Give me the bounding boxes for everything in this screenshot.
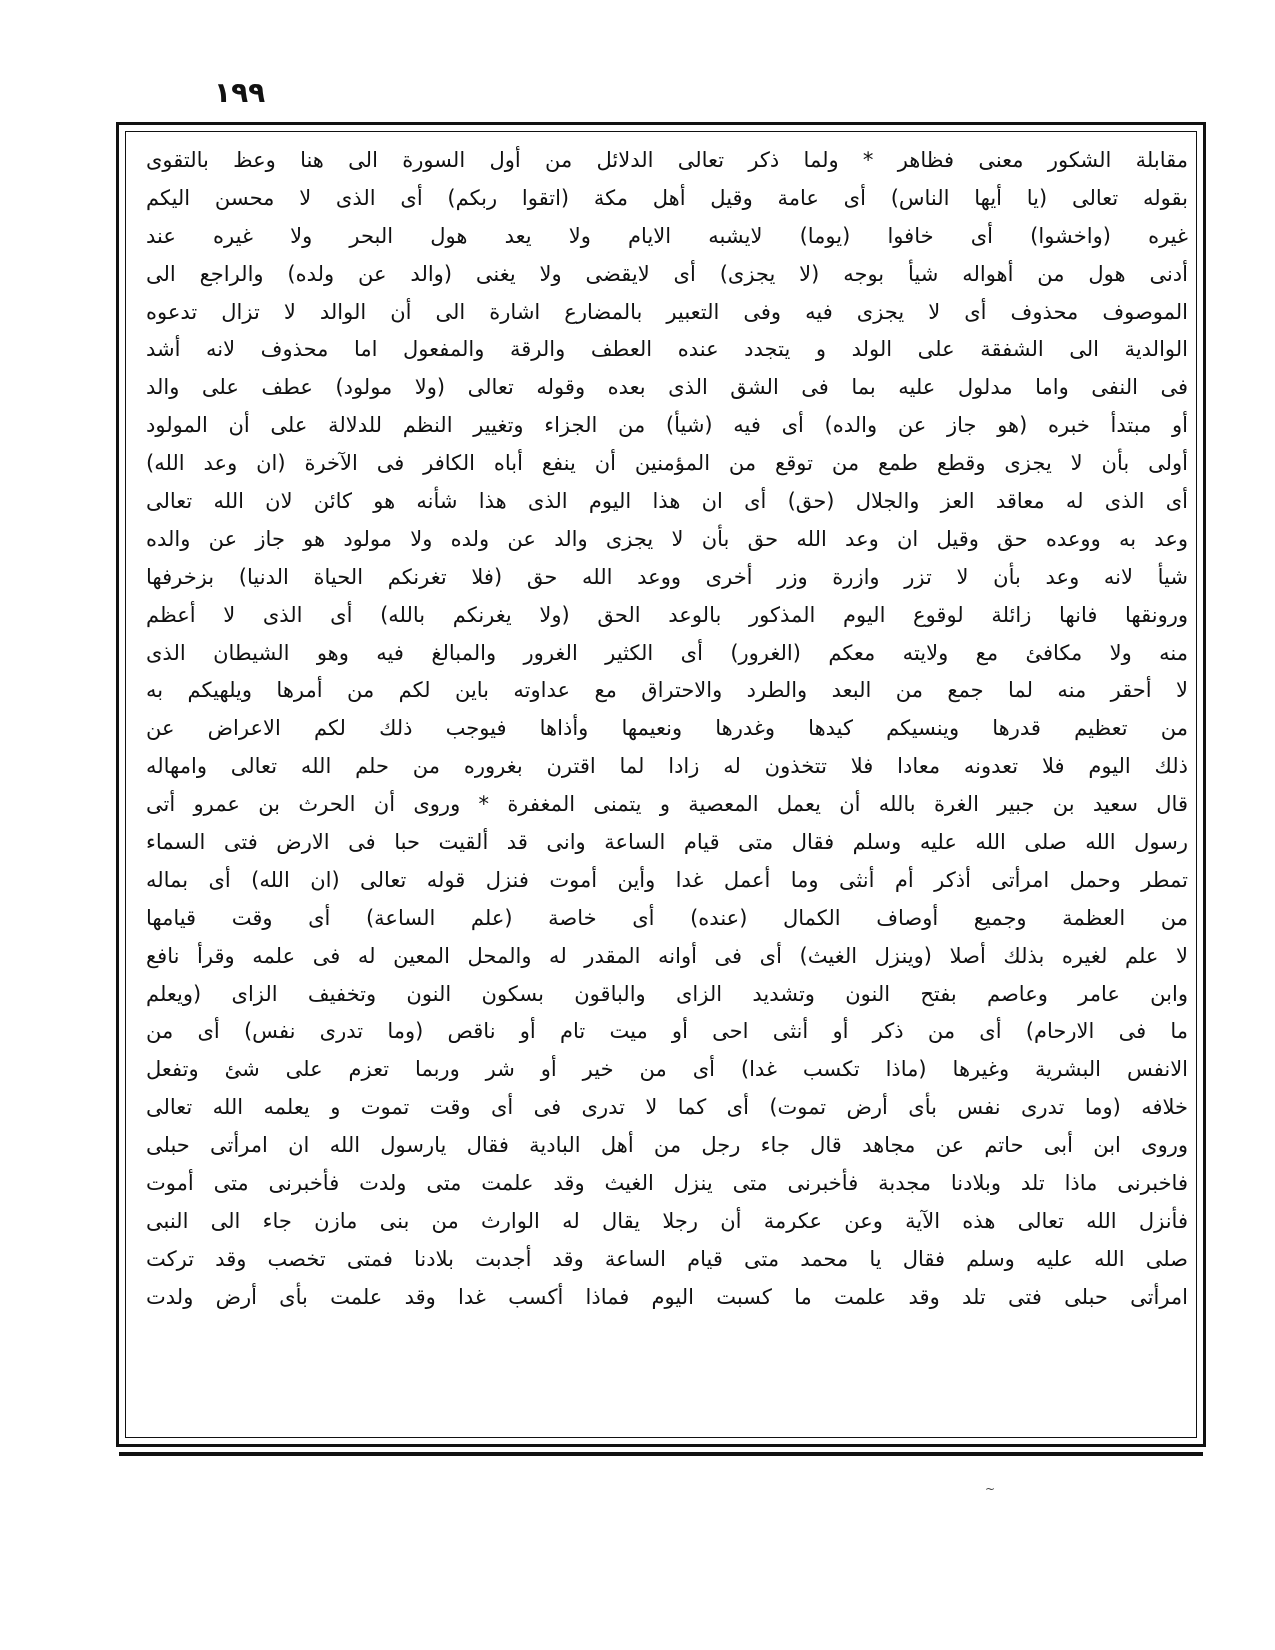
text-line: الانفس البشرية وغيرها (ماذا تكسب غدا) أى من خير أو شر وربما تعزم على شئ وتفعل [146, 1057, 1188, 1082]
text-line: ما فى الارحام) أى من ذكر أو أنثى احى أو ميت تام أو ناقص (وما تدرى نفس) أى من [146, 1019, 1188, 1044]
text-line: ورونقها فانها زائلة لوقوع اليوم المذكور بالوعد الحق (ولا يغرنكم بالله) أى الذى لا أعظم [146, 602, 1188, 627]
text-line: صلى الله عليه وسلم فقال يا محمد متى قيام الساعة وقد أجدبت بلادنا فمتى تخصب وقد تركت [146, 1246, 1188, 1271]
text-line: فى النفى واما مدلول عليه بما فى الشق الذى بعده وقوله تعالى (ولا مولود) عطف على والد [146, 375, 1188, 400]
text-line: خلافه (وما تدرى نفس بأى أرض تموت) أى كما لا تدرى فى أى وقت تموت و يعلمه الله تعالى [146, 1095, 1188, 1120]
text-line: بقوله تعالى (يا أيها الناس) أى عامة وقيل أهل مكة (اتقوا ربكم) أى الذى لا محسن اليكم [146, 185, 1188, 210]
text-line: فأنزل الله تعالى هذه الآية وعن عكرمة أن رجلا يقال له الوارث من بنى مازن جاء الى النبى [146, 1208, 1188, 1233]
text-line: وابن عامر وعاصم بفتح النون وتشديد الزاى والباقون بسكون النون وتخفيف الزاى (ويعلم [146, 981, 1188, 1006]
text-line: من تعظيم قدرها وينسيكم كيدها وغدرها ونعيمها وأذاها فيوجب ذلك لكم الاعراض عن [146, 716, 1188, 741]
page-number: ١٩٩ [214, 76, 266, 109]
text-line: الموصوف محذوف أى لا يجزى فيه وفى التعبير بالمضارع اشارة الى أن الوالد لا تزال تدعوه [146, 299, 1188, 324]
text-line: ذلك اليوم فلا تعدونه معادا فلا تتخذون له زادا لما اقترن بغروره من حلم الله تعالى وامهاله [146, 754, 1188, 779]
text-line: لا علم لغيره بذلك أصلا (وينزل الغيث) أى فى أوانه المقدر له والمحل المعين له فى علمه وقرأ نافع [146, 943, 1188, 968]
text-line: منه ولا مكافئ مع ولايته معكم (الغرور) أى الكثير الغرور والمبالغ فيه وهو الشيطان الذى [146, 640, 1188, 665]
text-line: وروى ابن أبى حاتم عن مجاهد قال جاء رجل من أهل البادية فقال يارسول الله ان امرأتى حبلى [146, 1133, 1188, 1158]
text-line: أو مبتدأ خبره (هو جاز عن والده) أى فيه (شيأ) من الجزاء وتغيير النظم للدلالة على أن المولود [146, 413, 1188, 438]
text-line: لا أحقر منه لما جمع من البعد والطرد والاحتراق مع عداوته باين لكم من أمرها ويلهيكم به [146, 678, 1188, 703]
text-line: أى الذى له معاقد العز والجلال (حق) أى ان هذا اليوم الذى هذا شأنه هو كائن لان الله تعالى [146, 489, 1188, 514]
text-line: أدنى هول من أهواله شيأ بوجه (لا يجزى) أى لايقضى ولا يغنى (والد عن ولده) والراجع الى [146, 261, 1188, 286]
text-line: امرأتى حبلى فتى تلد وقد علمت ما كسبت اليوم فماذا أكسب غدا وقد علمت بأى أرض ولدت [146, 1284, 1188, 1309]
text-line: الوالدية الى الشفقة على الولد و يتجدد عنده العطف والرقة والمفعول اما محذوف لانه أشد [146, 337, 1188, 362]
text-line: أولى بأن لا يجزى وقطع طمع من توقع من المؤمنين أن ينفع أباه الكافر فى الآخرة (ان وعد الله) [146, 451, 1188, 476]
text-line: شيأ لانه وعد بأن لا تزر وازرة وزر أخرى ووعد الله حق (فلا تغرنكم الحياة الدنيا) بزخرفها [146, 564, 1188, 589]
text-line: رسول الله صلى الله عليه وسلم فقال متى قيام الساعة وانى قد ألقيت حبا فى الارض فتى السماء [146, 830, 1188, 855]
text-line: مقابلة الشكور معنى فظاهر * ولما ذكر تعالى الدلائل من أول السورة الى هنا وعظ بالتقوى [146, 148, 1188, 172]
text-line: غيره (واخشوا) أى خافوا (يوما) لايشبه الايام ولا يعد هول البحر ولا غيره عند [146, 223, 1188, 248]
text-line: فاخبرنى ماذا تلد وبلادنا مجدبة فأخبرنى متى ينزل الغيث وقد علمت متى ولدت فأخبرنى متى أموت [146, 1171, 1188, 1196]
text-line: قال سعيد بن جبير الغرة بالله أن يعمل المعصية و يتمنى المغفرة * وروى أن الحرث بن عمرو أتى [146, 792, 1188, 817]
text-line: من العظمة وجميع أوصاف الكمال (عنده) أى خاصة (علم الساعة) أى وقت قيامها [146, 905, 1188, 930]
text-line: تمطر وحمل امرأتى أذكر أم أنثى وما أعمل غدا وأين أموت فنزل قوله تعالى (ان الله) أى بماله [146, 867, 1188, 892]
text-line: وعد به ووعده حق وقيل ان وعد الله حق بأن لا يجزى والد عن ولده ولا مولود هو جاز عن والده [146, 526, 1188, 551]
main-text-block [146, 142, 1188, 1432]
stray-mark: ~ [985, 1482, 996, 1496]
